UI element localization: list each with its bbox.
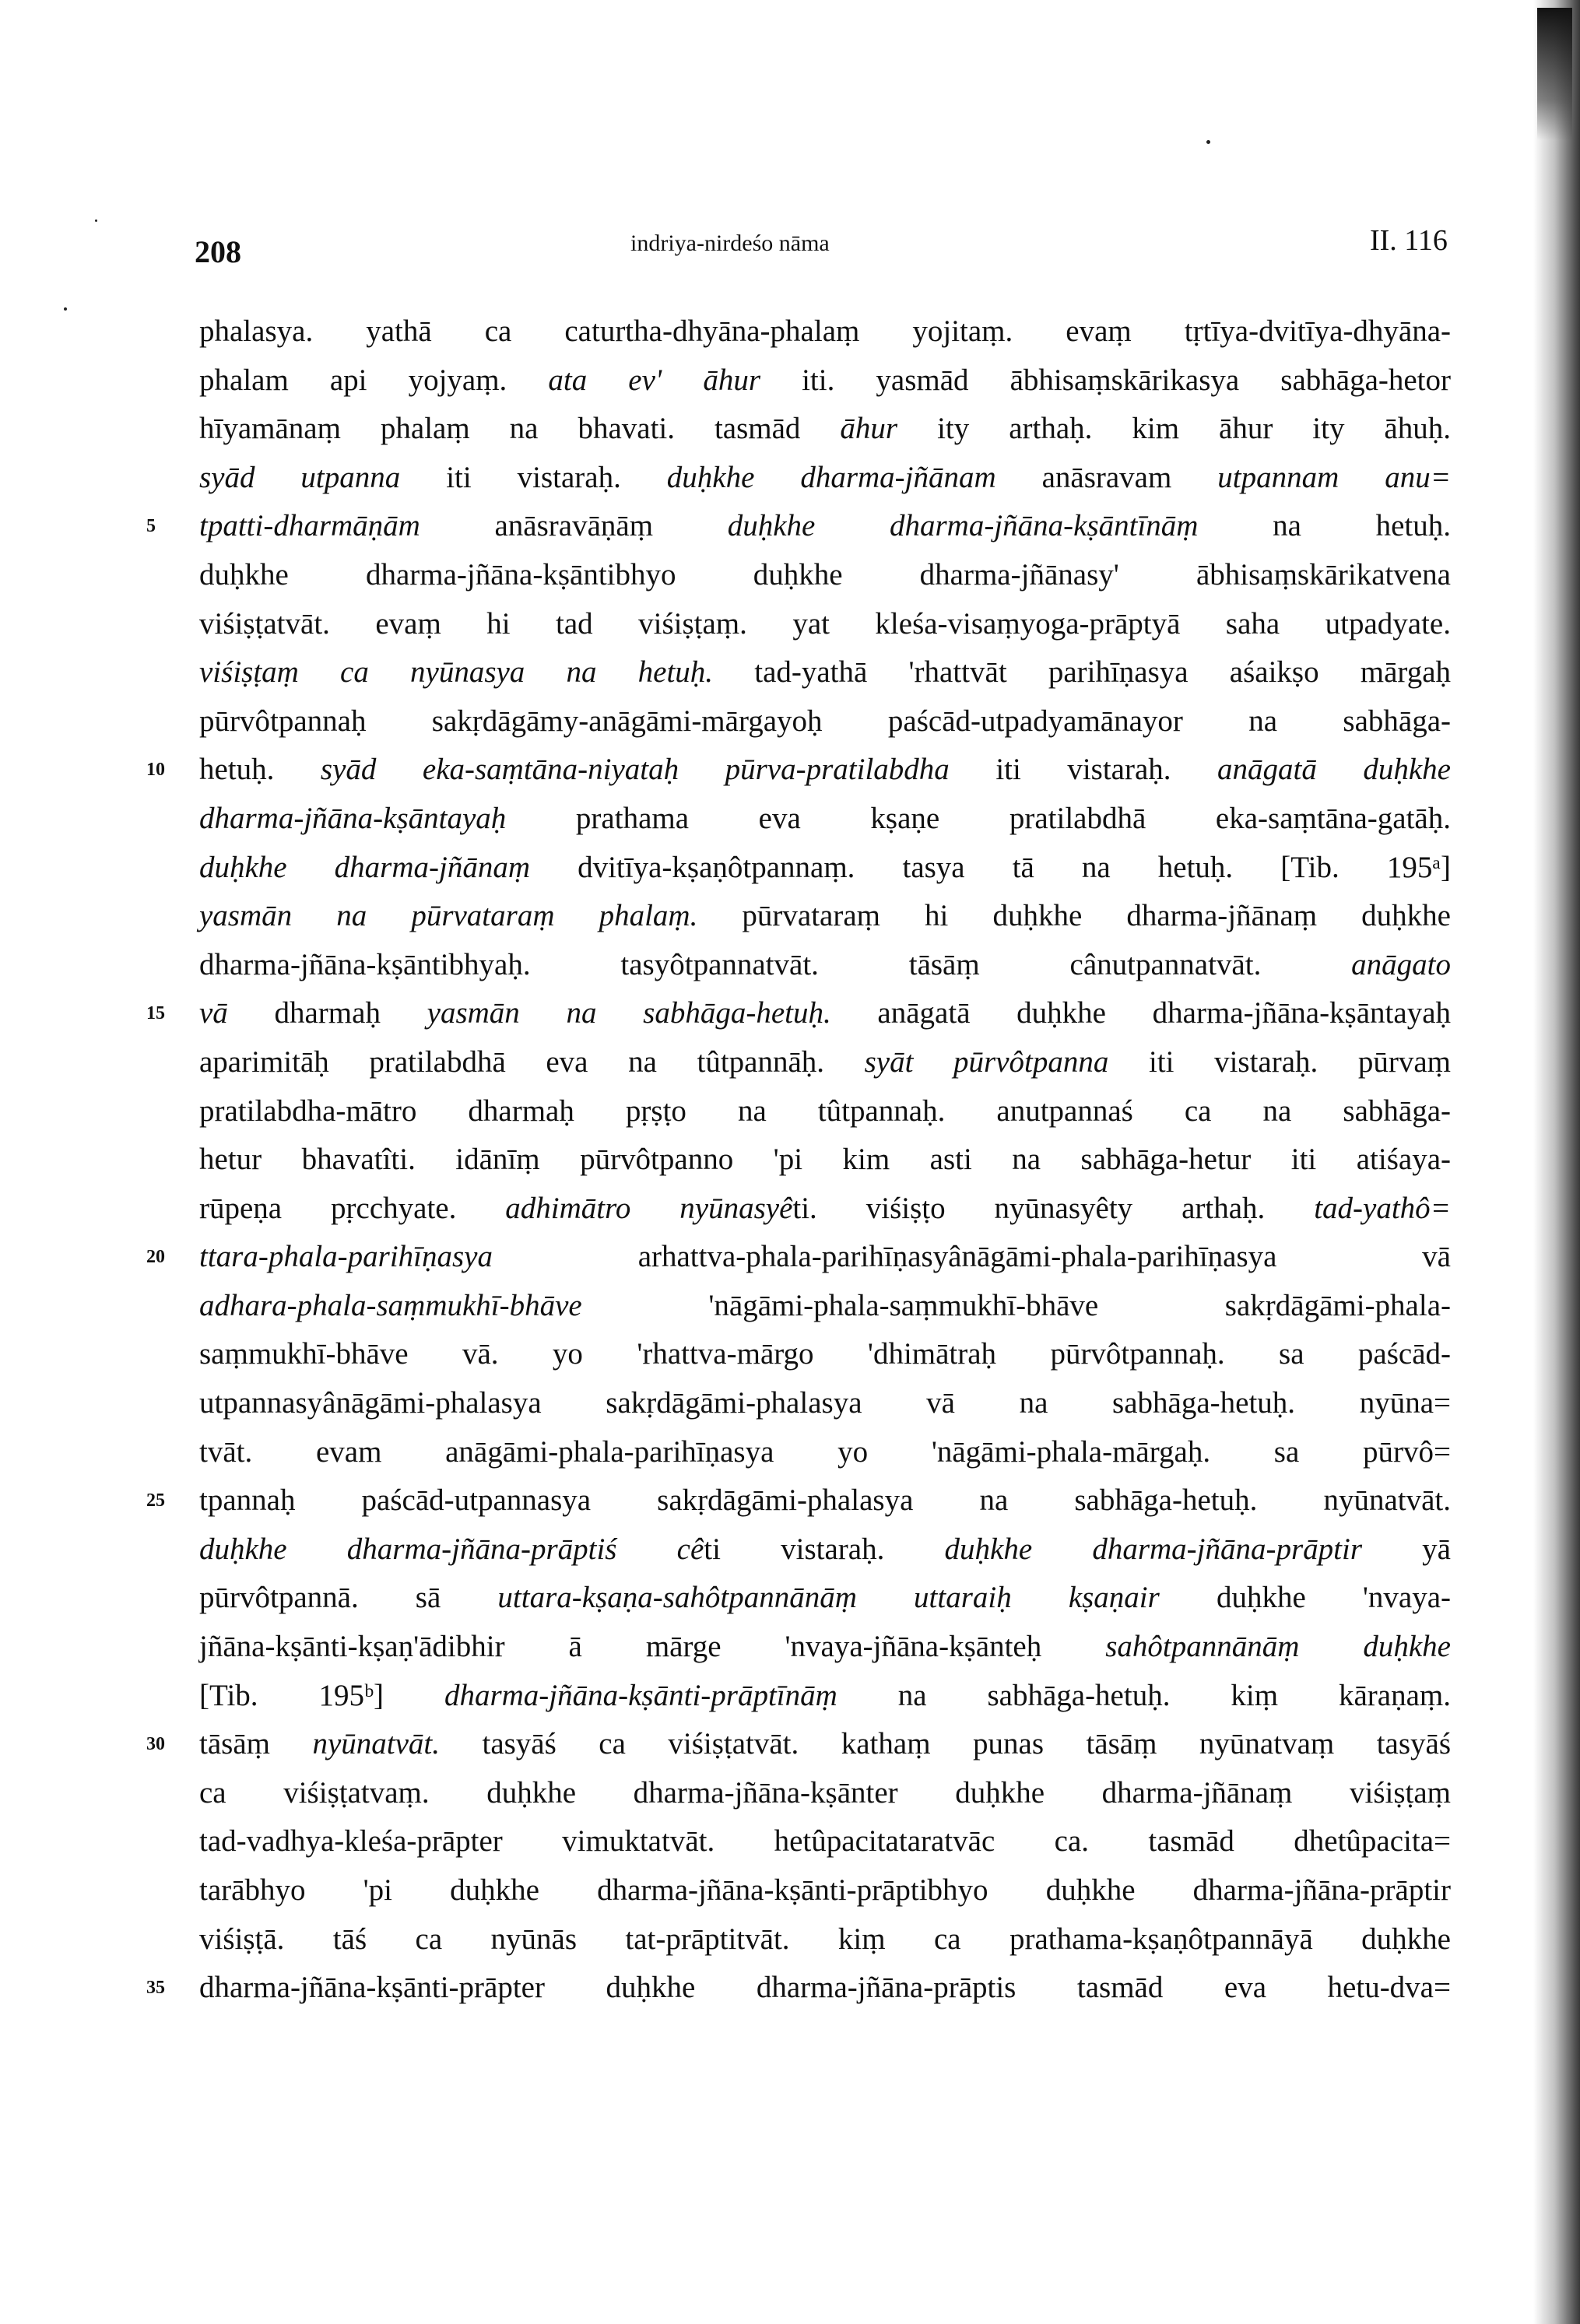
italic-lemma: āhur: [840, 412, 898, 446]
italic-lemma: duḥkhe dharma-jñānam: [666, 460, 996, 494]
text-segment: viśiṣṭā. tāś ca nyūnās tat-prāptitvāt. kiṃ ca prathama-kṣaṇôtpannāyā duḥkhe: [199, 1922, 1451, 1956]
section-reference: II. 116: [1370, 224, 1448, 257]
text-line: [146, 1476, 1451, 1525]
italic-lemma: syāt pūrvôtpanna: [864, 1044, 1109, 1079]
text-line: [199, 892, 1451, 941]
text-line: [199, 648, 1451, 697]
text-segment: tāsāṃ: [199, 1727, 313, 1761]
line-number: 20: [146, 1247, 165, 1268]
line-number: 30: [146, 1734, 165, 1755]
text-segment: dharma-jñāna-kṣāntibhyaḥ. tasyôtpannatvāt. tāsāṃ cânutpannatvāt.: [199, 947, 1352, 981]
text-segment: viśiṣṭatvāt. evaṃ hi tad viśiṣṭaṃ. yat kleśa-visaṃyoga-prāptyā saha utpadyate.: [199, 606, 1451, 641]
text-line: [146, 1720, 1451, 1769]
text-segment: pratilabdha-mātro dharmaḥ pṛṣṭo na tûtpannaḥ. anutpannaś ca na sabhāga-: [199, 1094, 1451, 1128]
italic-lemma: anāgato: [1351, 947, 1451, 981]
italic-lemma: duḥkhe dharma-jñāna-prāptir: [944, 1532, 1362, 1566]
text-segment: yā: [1362, 1532, 1451, 1566]
text-segment: iti. yasmād ābhisaṃskārikasya sabhāga-hetor: [760, 363, 1451, 397]
italic-lemma: syād eka-saṃtāna-niyataḥ pūrva-pratilabdha: [320, 753, 950, 787]
text-segment: rūpeṇa pṛcchyate.: [199, 1191, 506, 1225]
text-segment: na sabhāga-hetuḥ. kiṃ kāraṇaṃ.: [837, 1678, 1451, 1712]
text-segment: na hetuḥ.: [1198, 509, 1451, 543]
text-line: [199, 405, 1451, 454]
italic-lemma: sahôtpannānāṃ duḥkhe: [1105, 1630, 1451, 1664]
italic-lemma: dharma-jñāna-kṣānti-prāptīnāṃ: [444, 1678, 837, 1712]
text-line: [199, 1672, 1451, 1721]
text-segment: dharmaḥ: [227, 996, 427, 1030]
italic-lemma: duḥkhe dharma-jñāna-kṣāntīnāṃ: [727, 509, 1199, 543]
text-segment: hetur bhavatîti. idānīṃ pūrvôtpanno 'pi kim asti na sabhāga-hetur iti atiśaya-: [199, 1143, 1451, 1177]
text-line: [199, 1769, 1451, 1818]
line-number: 25: [146, 1490, 165, 1511]
text-segment: anāgatā duḥkhe dharma-jñāna-kṣāntayaḥ: [830, 996, 1451, 1030]
text-segment: hetuḥ.: [199, 753, 321, 787]
text-segment: dvitīya-kṣaṇôtpannaṃ.: [530, 850, 855, 884]
text-segment: phalasya. yathā ca caturtha-dhyāna-phalaṃ yojitaṃ. evaṃ tṛtīya-dvitīya-dhyāna-: [199, 314, 1451, 348]
italic-lemma: yasmān na sabhāga-hetuḥ.: [427, 996, 831, 1030]
text-line: [199, 1282, 1451, 1331]
text-segment: tasya tā na hetuḥ. [Tib. 195ᵃ]: [855, 850, 1451, 884]
line-number: 35: [146, 1978, 165, 1999]
text-segment: saṃmukhī-bhāve vā. yo 'rhattva-mārgo 'dhimātraḥ pūrvôtpannaḥ. sa paścād-: [199, 1337, 1451, 1371]
text-line: [199, 1136, 1451, 1185]
text-segment: tad-yathā 'rhattvāt parihīṇasya aśaikṣo mārgaḥ: [713, 655, 1451, 690]
line-number: 10: [146, 760, 165, 781]
text-line: [146, 746, 1451, 795]
text-line: [146, 502, 1451, 551]
text-segment: pūrvôtpannaḥ sakṛdāgāmy-anāgāmi-mārgayoḥ paścād-utpadyamānayor na sabhāga-: [199, 704, 1451, 738]
italic-lemma: vā: [199, 996, 228, 1030]
text-segment: tarābhyo 'pi duḥkhe dharma-jñāna-kṣānti-prāptibhyo duḥkhe dharma-jñāna-prāptir: [199, 1873, 1451, 1907]
text-line: [199, 1915, 1451, 1964]
text-segment: utpannasyânāgāmi-phalasya sakṛdāgāmi-phalasya vā na sabhāga-hetuḥ. nyūna=: [199, 1386, 1451, 1420]
text-segment: tad-vadhya-kleśa-prāpter vimuktatvāt. hetûpacitataratvāc ca. tasmād dhetûpacita=: [199, 1824, 1451, 1859]
italic-lemma: viśiṣṭaṃ ca nyūnasya na hetuḥ.: [199, 655, 714, 690]
italic-lemma: uttara-kṣaṇa-sahôtpannānāṃ uttaraiḥ kṣaṇair: [497, 1581, 1160, 1615]
italic-lemma: nyūnatvāt.: [312, 1727, 440, 1761]
text-segment: iti vistaraḥ.: [949, 753, 1218, 787]
text-line: [199, 1038, 1451, 1087]
text-line: [199, 1087, 1451, 1136]
text-segment: jñāna-kṣānti-kṣaṇ'ādibhir ā mārge 'nvaya-jñāna-kṣānteḥ: [199, 1630, 1106, 1664]
scan-speck: [1206, 140, 1210, 144]
text-line: [199, 844, 1451, 893]
text-line: [199, 1330, 1451, 1379]
text-segment: ti. viśiṣṭo nyūnasyêty arthaḥ.: [792, 1191, 1315, 1225]
text-line: [199, 1866, 1451, 1915]
text-line: [199, 356, 1451, 405]
text-segment: hīyamānaṃ phalaṃ na bhavati. tasmād: [199, 412, 841, 446]
text-segment: iti vistaraḥ.: [400, 460, 667, 494]
text-line: [199, 1379, 1451, 1428]
text-line: [199, 307, 1451, 356]
text-segment: ti vistaraḥ.: [704, 1532, 945, 1566]
text-segment: ca viśiṣṭatvaṃ. duḥkhe dharma-jñāna-kṣānter duḥkhe dharma-jñānaṃ viśiṣṭaṃ: [199, 1775, 1451, 1810]
italic-lemma: tad-yathô=: [1314, 1191, 1452, 1225]
text-line: [199, 600, 1451, 649]
text-line: [146, 989, 1451, 1038]
text-segment: pūrvôtpannā. sā: [199, 1581, 498, 1615]
text-segment: prathama eva kṣaṇe pratilabdhā eka-saṃtāna-gatāḥ.: [506, 801, 1451, 835]
text-line: [199, 1525, 1451, 1574]
text-line: [199, 941, 1451, 990]
italic-lemma: adhimātro nyūnasyê: [505, 1191, 793, 1225]
text-segment: phalam api yojyaṃ.: [199, 363, 549, 397]
text-line: [146, 1964, 1451, 2013]
text-line: [199, 1623, 1451, 1672]
line-number: 15: [146, 1003, 165, 1024]
text-line: [146, 1233, 1451, 1282]
text-line: [199, 454, 1451, 503]
text-segment: duḥkhe 'nvaya-: [1159, 1581, 1452, 1615]
text-segment: 'nāgāmi-phala-saṃmukhī-bhāve sakṛdāgāmi-phala-: [581, 1288, 1451, 1322]
text-segment: tpannaḥ paścād-utpannasya sakṛdāgāmi-phalasya na sabhāga-hetuḥ. nyūnatvāt.: [199, 1483, 1451, 1518]
text-segment: [Tib. 195ᵇ]: [199, 1678, 444, 1712]
text-line: [199, 1185, 1451, 1234]
text-segment: anāsravāṇāṃ: [420, 509, 728, 543]
scan-speck: [95, 219, 97, 222]
page-number: 208: [195, 234, 241, 269]
line-number: 5: [146, 516, 156, 537]
text-segment: tasyāś ca viśiṣṭatvāt. kathaṃ punas tāsāṃ nyūnatvaṃ tasyāś: [440, 1727, 1451, 1761]
italic-lemma: syād utpanna: [199, 460, 401, 494]
italic-lemma: adhara-phala-saṃmukhī-bhāve: [199, 1288, 582, 1322]
text-line: [199, 1817, 1451, 1866]
italic-lemma: yasmān na pūrvataraṃ phalaṃ.: [199, 899, 698, 933]
text-segment: duḥkhe dharma-jñāna-kṣāntibhyo duḥkhe dharma-jñānasy' ābhisaṃskārikatvena: [199, 557, 1451, 592]
text-segment: pūrvataraṃ hi duḥkhe dharma-jñānaṃ duḥkhe: [697, 899, 1451, 933]
text-segment: ity arthaḥ. kim āhur ity āhuḥ.: [897, 412, 1451, 446]
text-segment: tvāt. evam anāgāmi-phala-parihīṇasya yo 'nāgāmi-phala-mārgaḥ. sa pūrvô=: [199, 1434, 1451, 1469]
text-segment: aparimitāḥ pratilabdhā eva na tûtpannāḥ.: [199, 1044, 865, 1079]
text-segment: dharma-jñāna-kṣānti-prāpter duḥkhe dharma-jñāna-prāptis tasmād eva hetu-dva=: [199, 1971, 1451, 2005]
scan-speck: [64, 307, 67, 311]
text-line: [199, 1574, 1451, 1623]
italic-lemma: utpannam anu=: [1217, 460, 1452, 494]
text-segment: iti vistaraḥ. pūrvaṃ: [1108, 1044, 1451, 1079]
italic-lemma: duḥkhe dharma-jñānaṃ: [199, 850, 531, 884]
text-line: [199, 697, 1451, 746]
italic-lemma: duḥkhe dharma-jñāna-prāptiś cê: [199, 1532, 704, 1566]
text-line: [199, 795, 1451, 844]
italic-lemma: tpatti-dharmāṇām: [199, 509, 420, 543]
italic-lemma: anāgatā duḥkhe: [1217, 753, 1451, 787]
text-line: [199, 1428, 1451, 1477]
scan-edge-shadow: [1533, 0, 1580, 2324]
scan-edge-dark-corner: [1537, 8, 1572, 140]
italic-lemma: ata ev' āhur: [548, 363, 761, 397]
text-line: [199, 551, 1451, 600]
italic-lemma: dharma-jñāna-kṣāntayaḥ: [199, 801, 507, 835]
italic-lemma: ttara-phala-parihīṇasya: [199, 1240, 493, 1274]
text-segment: arhattva-phala-parihīṇasyânāgāmi-phala-parihīṇasya vā: [493, 1240, 1451, 1274]
body-text: [146, 307, 1452, 2013]
text-segment: anāsravam: [995, 460, 1218, 494]
running-title: indriya-nirdeśo nāma: [630, 230, 830, 256]
